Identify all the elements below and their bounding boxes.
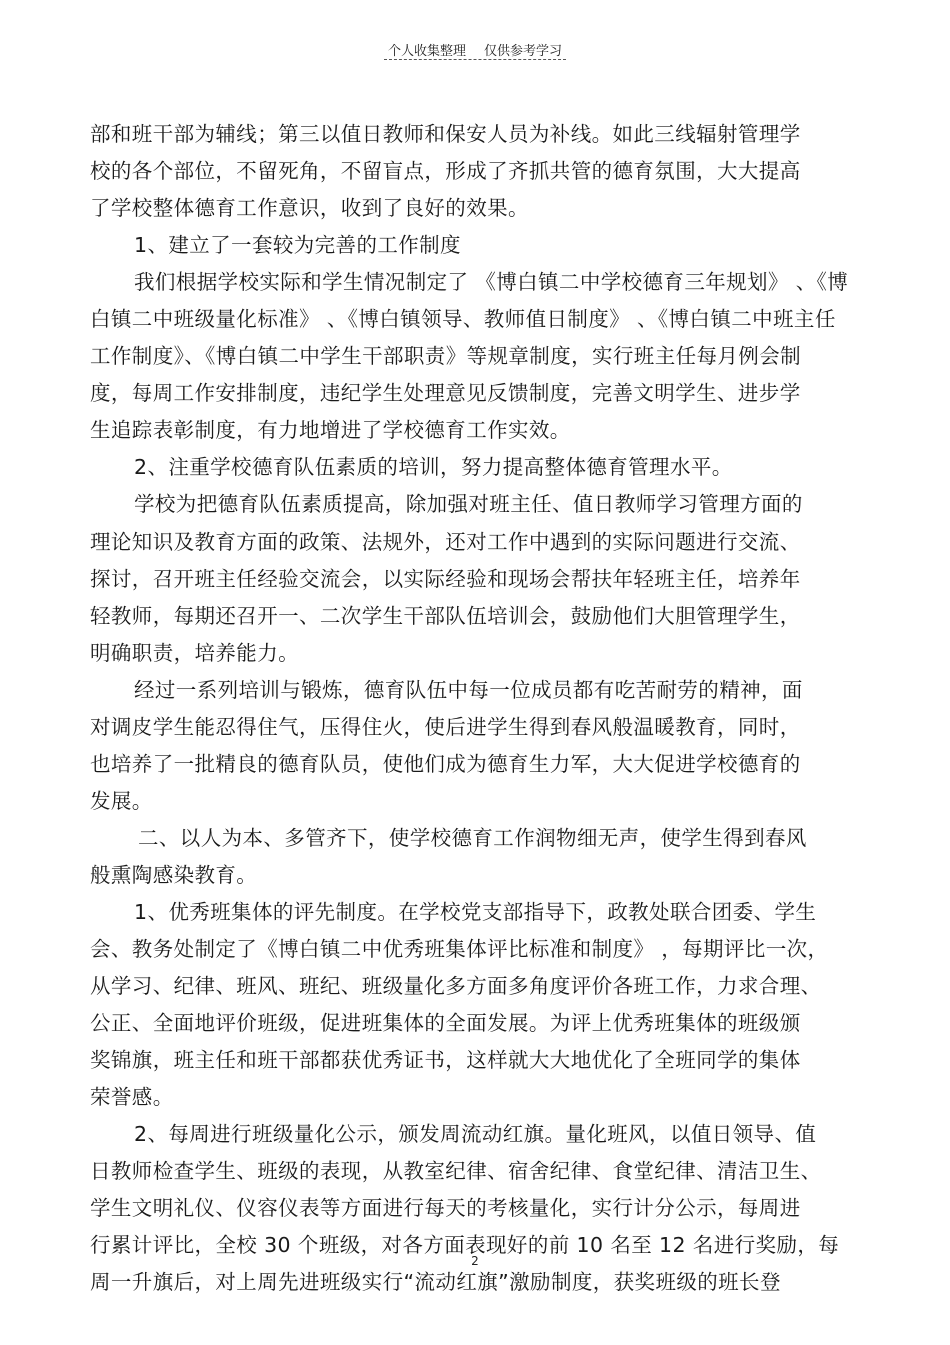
section-heading: 1、建立了一套较为完善的工作制度 [134, 233, 461, 258]
text-line: 理论知识及教育方面的政策、法规外，还对工作中遇到的实际问题进行交流、 [90, 529, 801, 554]
text-line: 对调皮学生能忍得住气，压得住火，使后进学生得到春风般温暖教育，同时， [90, 714, 801, 739]
text-line: 经过一系列培训与锻炼，德育队伍中每一位成员都有吃苦耐劳的精神，面 [134, 677, 803, 702]
header-left-text: 个人收集整理 [387, 44, 466, 59]
section-heading: 二、以人为本、多管齐下，使学校德育工作润物细无声，使学生得到春风 [138, 825, 807, 850]
section-heading: 2、注重学校德育队伍素质的培训，努力提高整体德育管理水平。 [134, 455, 733, 480]
page-number: 2 [471, 1254, 479, 1268]
text-line: 白镇二中班级量化标准》 、《博白镇领导、教师值日制度》 、《博白镇二中班主任 [90, 307, 836, 332]
text-line: 会、教务处制定了《博白镇二中优秀班集体评比标准和制度》 ，每期评比一次， [90, 937, 829, 962]
text-line: 般熏陶感染教育。 [90, 862, 258, 887]
text-line: 度，每周工作安排制度，违纪学生处理意见反馈制度，完善文明学生、进步学 [90, 381, 801, 406]
text-line: 明确职责，培养能力。 [90, 640, 299, 665]
text-line: 轻教师，每期还召开一、二次学生干部队伍培训会，鼓励他们大胆管理学生， [90, 603, 801, 628]
text-line: 部和班干部为辅线；第三以值日教师和保安人员为补线。如此三线辐射管理学 [90, 122, 801, 146]
text-line: 行累计评比，全校 30 个班级，对各方面表现好的前 10 名至 12 名进行奖励，每 [90, 1233, 840, 1258]
text-line: 生追踪表彰制度，有力地增进了学校德育工作实效。 [90, 418, 571, 443]
text-line: 学校为把德育队伍素质提高，除加强对班主任、值日教师学习管理方面的 [134, 492, 803, 517]
text-line: 校的各个部位，不留死角，不留盲点，形成了齐抓共管的德育氛围，大大提高 [90, 159, 801, 184]
text-line: 探讨，召开班主任经验交流会，以实际经验和现场会帮扶年轻班主任，培养年 [90, 566, 801, 591]
text-line: 奖锦旗，班主任和班干部都获优秀证书，这样就大大地优化了全班同学的集体 [90, 1048, 801, 1073]
text-line: 日教师检查学生、班级的表现，从教室纪律、宿舍纪律、食堂纪律、清洁卫生、 [90, 1159, 822, 1184]
text-line: 周一升旗后，对上周先进班级实行“流动红旗”激励制度，获奖班级的班长登 [90, 1270, 781, 1295]
header-divider [384, 59, 566, 60]
text-line: 学生文明礼仪、仪容仪表等方面进行每天的考核量化，实行计分公示，每周进 [90, 1196, 801, 1221]
text-line: 荣誉感。 [90, 1085, 174, 1110]
text-line: 我们根据学校实际和学生情况制定了 《博白镇二中学校德育三年规划》 、《博 [134, 270, 849, 295]
text-line: 工作制度》、《博白镇二中学生干部职责》等规章制度，实行班主任每月例会制 [90, 344, 801, 369]
page-header [0, 40, 950, 59]
text-line: 了学校整体德育工作意识，收到了良好的效果。 [90, 196, 529, 221]
text-line: 1、优秀班集体的评先制度。在学校党支部指导下，政教处联合团委、学生 [134, 899, 817, 924]
text-line: 从学习、纪律、班风、班纪、班级量化多方面多角度评价各班工作，力求合理、 [90, 974, 822, 999]
text-line: 2、每周进行班级量化公示，颁发周流动红旗。量化班风，以值日领导、值 [134, 1122, 817, 1147]
body-text [90, 116, 870, 1302]
header-right-text: 仅供参考学习 [484, 44, 563, 59]
text-line: 公正、全面地评价班级，促进班集体的全面发展。为评上优秀班集体的班级颁 [90, 1011, 801, 1036]
text-line: 发展。 [90, 788, 153, 813]
text-line: 也培养了一批精良的德育队员，使他们成为德育生力军，大大促进学校德育的 [90, 751, 801, 776]
